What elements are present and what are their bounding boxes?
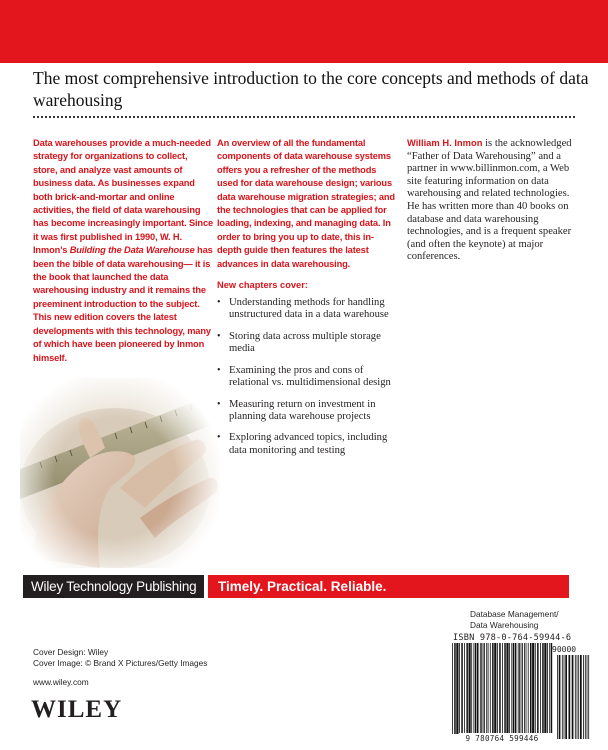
barcode-bar xyxy=(526,643,527,733)
barcode-bar xyxy=(490,643,491,733)
tagline-bar xyxy=(23,575,569,598)
bullet-icon: • xyxy=(217,398,221,410)
barcode-bar xyxy=(521,643,522,733)
barcode-bar xyxy=(509,643,510,733)
barcode-bar xyxy=(502,643,503,733)
barcode-bar xyxy=(506,643,508,733)
isbn-number: ISBN 978-0-764-59944-6 xyxy=(453,633,572,643)
category-label xyxy=(470,609,559,630)
publisher-website: www.wiley.com xyxy=(33,677,89,687)
top-red-band xyxy=(0,0,608,63)
barcode-bar xyxy=(483,643,484,733)
barcode-bar xyxy=(477,643,479,733)
intro-text-start: Data warehouses provide a much-needed strategy for organizations to collect, store, and analyze vast amounts of business data. As businesses expand both brick-and-mortar and online activities, the field of data warehousing has become increasingly important. Since it was first published in 1990, W. H. Inmon’s xyxy=(33,138,213,256)
list-item-text: Examining the pros and cons of relational vs. multidimensional design xyxy=(229,364,391,389)
barcode-bar xyxy=(480,643,481,733)
barcode-bar xyxy=(530,643,532,733)
author-bio-text: is the acknowledged “Father of Data Warehousing” and a partner in www.billinmon.com, a Web site featuring information on data warehousing and related technologies. He has written more than 40 books on database and data warehousing technologies, and is a frequent speaker (and often the keynote) at major conferences. xyxy=(407,138,572,263)
list-item-text: Understanding methods for handling unstructured data in a data warehouse xyxy=(229,297,389,321)
barcode-bar xyxy=(471,643,472,733)
overview-column xyxy=(217,137,398,466)
cover-credits xyxy=(33,647,207,669)
barcode-bar xyxy=(456,643,458,739)
list-item xyxy=(217,365,398,390)
list-item-text: Exploring advanced topics, including data monitoring and testing xyxy=(229,432,388,456)
price-barcode-bar xyxy=(588,655,589,739)
list-item-text: Storing data across multiple storage media xyxy=(229,330,381,355)
barcode-bar xyxy=(475,643,477,733)
intro-text-end: has been the bible of data warehousing— it is the book that launched the data warehousing industry and it remains the preeminent introduction to the subject. This new edition covers the latest developments with this technology, many of which have been pioneered by Inmon himself. xyxy=(33,245,213,363)
barcode-bar xyxy=(469,643,471,733)
category-line-2: Data Warehousing xyxy=(470,619,539,630)
barcode-bar xyxy=(528,643,529,733)
price-barcode-bar xyxy=(572,655,574,739)
list-item xyxy=(217,432,398,457)
list-item xyxy=(217,399,398,424)
barcode-bar xyxy=(466,643,468,733)
new-chapters-heading: New chapters cover: xyxy=(217,280,308,291)
barcode-bar xyxy=(544,643,546,733)
barcode-bar xyxy=(459,643,460,733)
cover-image-credit: Cover Image: © Brand X Pictures/Getty Images xyxy=(33,658,208,668)
barcode-bar xyxy=(494,643,496,733)
wiley-logo: WILEY xyxy=(31,696,123,723)
barcode-bar xyxy=(454,643,456,739)
barcode-bar xyxy=(532,643,534,733)
price-barcode-bar xyxy=(559,655,561,739)
list-item xyxy=(217,297,398,322)
barcode-bar xyxy=(515,643,517,733)
barcode-bar xyxy=(461,643,463,733)
barcode-bar xyxy=(542,643,544,733)
barcode-bar xyxy=(547,643,548,733)
barcode-bar xyxy=(474,643,475,733)
book-title: Building the Data Warehouse xyxy=(69,245,195,256)
barcode-bar xyxy=(492,643,494,733)
publisher-series-label: Wiley Technology Publishing xyxy=(23,575,204,598)
price-barcode-bar xyxy=(580,655,582,739)
barcode-bar xyxy=(484,643,485,733)
barcode-bar xyxy=(549,643,550,733)
barcode-bar xyxy=(511,643,512,733)
barcode-bar xyxy=(519,643,520,733)
barcode-bar xyxy=(518,643,519,733)
barcode-bar xyxy=(537,643,539,733)
author-column xyxy=(407,137,582,264)
hands-ruler-image xyxy=(20,378,220,568)
tagline-slogan: Timely. Practical. Reliable. xyxy=(208,575,569,598)
cover-photo xyxy=(20,378,220,568)
headline: The most comprehensive introduction to the core concepts and methods of data warehousing xyxy=(33,68,589,110)
price-barcode-bar xyxy=(577,655,578,739)
price-code: 90000 xyxy=(552,645,577,654)
bullet-icon: • xyxy=(217,297,221,309)
barcode-bar xyxy=(452,643,453,739)
barcode-bar xyxy=(522,643,523,733)
barcode-bar xyxy=(481,643,482,733)
barcode-bar xyxy=(486,643,487,733)
intro-paragraph xyxy=(33,137,213,365)
barcode-bar xyxy=(540,643,541,733)
price-barcode-bar xyxy=(575,655,576,739)
price-barcode-bar xyxy=(564,655,565,739)
barcode-bar xyxy=(513,643,515,733)
intro-column xyxy=(33,137,213,365)
price-barcode-bar xyxy=(565,655,567,739)
overview-paragraph: An overview of all the fundamental components of data warehouse systems offers you a refresher of the methods used for data warehouse design; various data warehouse migration strategies; and the technologies that can be applied for loading, indexing, and managing data. In order to bring you up to date, this in-depth guide then features the latest advances in data warehousing. xyxy=(217,138,395,269)
price-barcode-bar xyxy=(578,655,579,739)
dotted-divider xyxy=(33,116,575,119)
barcode-bar xyxy=(551,643,553,733)
cover-design-credit: Cover Design: Wiley xyxy=(33,647,109,657)
price-barcode-bar xyxy=(587,655,588,739)
isbn-barcode xyxy=(451,641,591,741)
barcode-digits: 9 780764 599446 xyxy=(452,734,552,743)
author-name: William H. Inmon xyxy=(407,137,483,148)
bullet-icon: • xyxy=(217,432,221,444)
list-item xyxy=(217,331,398,356)
barcode-bar xyxy=(524,643,525,733)
price-barcode-bar xyxy=(557,655,558,739)
list-item-text: Measuring return on investment in planning data warehouse projects xyxy=(229,398,376,422)
barcode-bar xyxy=(497,643,498,733)
barcode-bar xyxy=(504,643,506,733)
price-barcode-bar xyxy=(583,655,584,739)
price-barcode-bar xyxy=(585,655,586,739)
author-bio xyxy=(407,137,582,264)
barcode-bar xyxy=(488,643,489,733)
price-barcode-bar xyxy=(562,655,563,739)
bullet-icon: • xyxy=(217,330,221,342)
price-barcode-bar xyxy=(569,655,571,739)
bullet-icon: • xyxy=(217,364,221,376)
barcode-bar xyxy=(535,643,536,733)
barcode-bar xyxy=(464,643,465,733)
category-line-1: Database Management/ xyxy=(470,609,559,619)
barcode-bar xyxy=(499,643,501,733)
chapters-list xyxy=(217,297,398,457)
